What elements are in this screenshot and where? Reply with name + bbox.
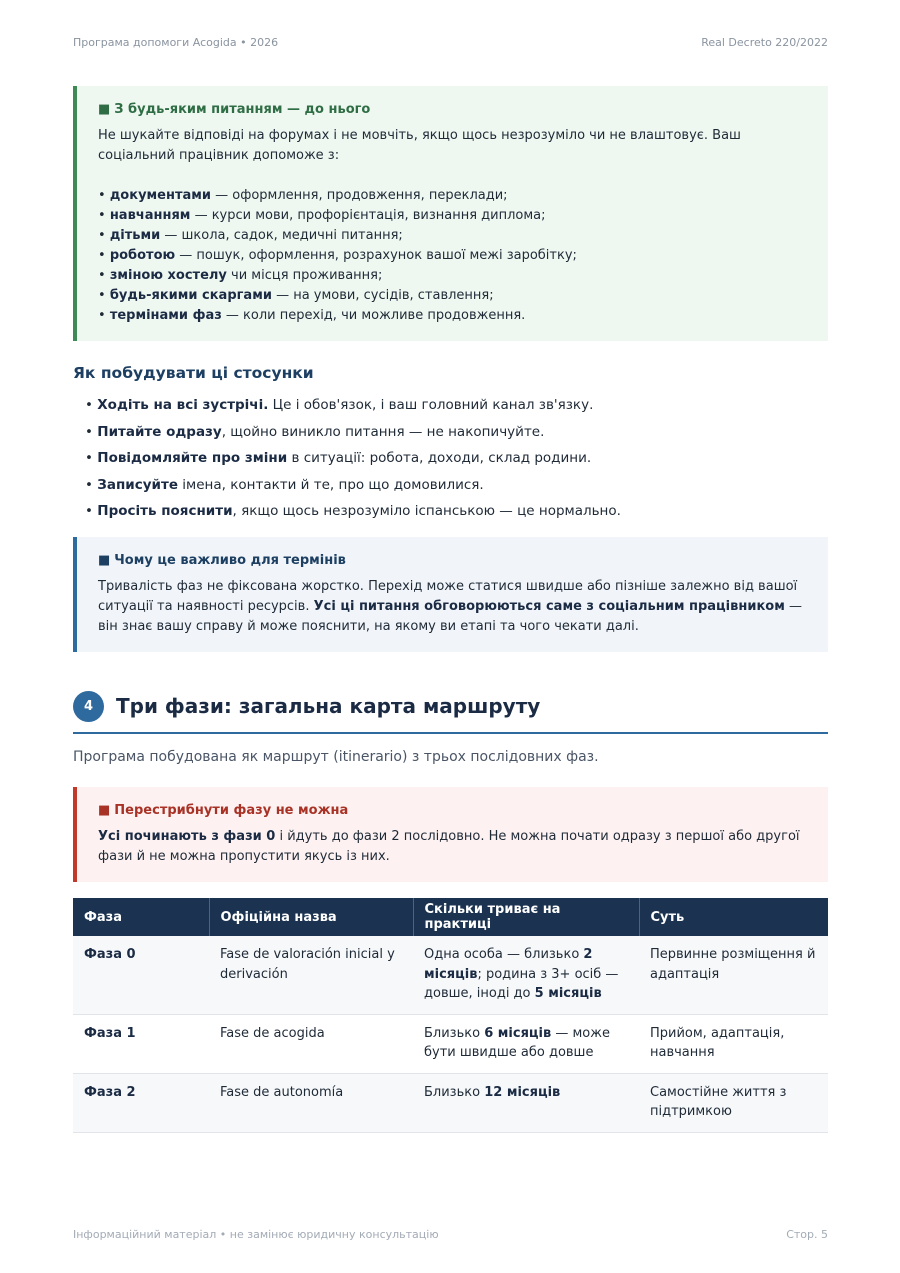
cell-phase: Фаза 2 [73,1073,209,1132]
callout-ask-worker [73,86,828,341]
table-row [73,1014,828,1073]
phases-table [73,898,828,1133]
section-lead: Програма побудована як маршрут (itinerario) з трьох послідовних фаз. [73,749,599,765]
relations-heading: Як побудувати ці стосунки [73,364,314,382]
list-item: • Просіть пояснити, якщо щось незрозуміло іспанською — це нормально. [85,503,621,519]
callout-ask-worker-title: З будь-яким питанням — до нього [114,102,371,117]
cell-duration: Одна особа — близько 2 місяців; родина з 3+ осіб — довше, іноді до 5 місяців [413,936,639,1014]
running-header [73,36,828,52]
cell-gist: Первинне розміщення й адаптація [639,936,828,1014]
square-icon: ■ [98,102,111,117]
table-row [73,1073,828,1132]
section-number-badge: 4 [73,691,104,722]
section-heading [73,690,828,734]
square-icon: ■ [98,553,111,568]
list-item: • документами — оформлення, продовження, переклади; [98,188,508,203]
list-item: • Повідомляйте про зміни в ситуації: робота, доходи, склад родини. [85,450,592,466]
square-icon: ■ [98,803,111,818]
relations-list [85,394,825,527]
list-item: • Записуйте імена, контакти й те, про що домовилися. [85,476,484,493]
cell-official-name: Fase de valoración inicial y derivación [209,936,413,1014]
cell-phase: Фаза 0 [73,936,209,1014]
table-row [73,936,828,1014]
cell-official-name: Fase de acogida [209,1014,413,1073]
cell-phase: Фаза 1 [73,1014,209,1073]
list-item: • Питайте одразу, щойно виникло питання — не накопичуйте. [85,423,545,440]
callout-no-skip-title: Перестрибнути фазу не можна [114,803,349,818]
table-header-row [73,898,828,936]
col-header-gist: Суть [639,898,828,936]
callout-terms-text: Тривалість фаз не фіксована жорстко. Перехід може статися швидше або пізніше залежно від вашої ситуації та наявності ресурсів. Усі ці питання обговорюються саме з соціальним працівником — він знає вашу справу й може пояснити, на якому ви етапі та чого чекати далі. [98,579,802,634]
list-item: • термінами фаз — коли перехід, чи можливе продовження. [98,308,526,323]
cell-official-name: Fase de autonomía [209,1073,413,1132]
header-program: Програма допомоги Acogida • 2026 [73,36,279,49]
footer-disclaimer: Інформаційний матеріал • не замінює юридичну консультацію [73,1228,439,1241]
list-item: • навчанням — курси мови, профорієнтація, визнання диплома; [98,208,546,223]
section-title: Три фази: загальна карта маршруту [116,694,541,718]
callout-no-skip [73,787,828,882]
callout-terms [73,537,828,652]
topics-list [98,186,810,326]
callout-ask-worker-intro: Не шукайте відповіді на форумах і не мовчіть, якщо щось незрозуміло чи не влаштовує. Ваш соціальний працівник допоможе з: [98,128,741,163]
cell-gist: Прийом, адаптація, навчання [639,1014,828,1073]
col-header-phase: Фаза [73,898,209,936]
list-item: • дітьми — школа, садок, медичні питання; [98,228,403,243]
col-header-duration: Скільки триває на практиці [413,898,639,936]
page-number: Стор. 5 [786,1228,828,1241]
callout-terms-title: Чому це важливо для термінів [114,553,346,568]
cell-gist: Самостійне життя з підтримкою [639,1073,828,1132]
list-item: • Ходіть на всі зустрічі. Це і обов'язок, і ваш головний канал зв'язку. [85,397,594,413]
cell-duration: Близько 12 місяців [413,1073,639,1132]
list-item: • зміною хостелу чи місця проживання; [98,268,383,283]
cell-duration: Близько 6 місяців — може бути швидше або довше [413,1014,639,1073]
col-header-name: Офіційна назва [209,898,413,936]
list-item: • будь-якими скаргами — на умови, сусідів, ставлення; [98,288,494,303]
header-decree: Real Decreto 220/2022 [701,36,828,49]
callout-no-skip-text: Усі починають з фази 0 і йдуть до фази 2 послідовно. Не можна почати одразу з першої або другої фази й не можна пропустити якусь із них. [98,829,800,864]
list-item: • роботою — пошук, оформлення, розрахунок вашої межі заробітку; [98,248,577,263]
